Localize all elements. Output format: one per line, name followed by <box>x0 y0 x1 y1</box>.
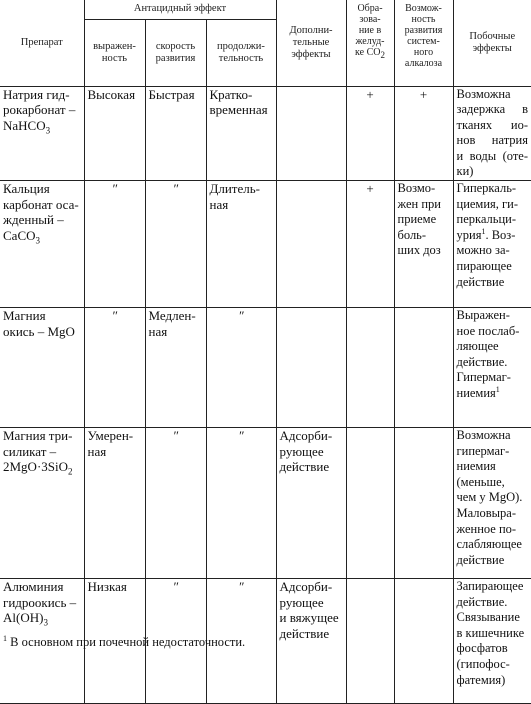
table-row <box>0 86 531 181</box>
header-co2-formation: Обра- зова- ние в желуд- ке CO2 <box>346 0 394 86</box>
alkalosis-cell <box>394 428 453 579</box>
header-speed: скорость развития <box>145 19 206 86</box>
alkalosis-cell <box>394 579 453 704</box>
speed-cell: Быстрая <box>145 86 206 181</box>
header-antacid-effect: Антацидный эффект <box>84 0 276 19</box>
footnote-text: В основном при почечной недостаточности. <box>7 635 246 649</box>
footnote-mark: 1 <box>3 633 7 643</box>
additional-cell <box>276 308 346 428</box>
duration-cell: Кратко- временная <box>206 86 276 181</box>
header-side-effects: Побочные эффекты <box>453 0 531 86</box>
table-row <box>0 428 531 579</box>
header-additional-effects: Дополни- тельные эффекты <box>276 0 346 86</box>
severity-cell: Умерен- ная <box>84 428 145 579</box>
additional-cell: Адсорби- рующее и вяжущее действие <box>276 579 346 704</box>
side-effects-cell: Гиперкаль- циемия, ги- перкальци- урия$^1$. Воз- можно за- пирающее действие <box>453 181 531 308</box>
severity-cell: ″ <box>84 181 145 308</box>
duration-cell: ″ <box>206 308 276 428</box>
alkalosis-cell: + <box>394 86 453 181</box>
footnote <box>3 635 245 649</box>
drug-cell: Алюминия гидроокись – $Al(OH)_3$ <box>0 579 84 704</box>
table-row <box>0 181 531 308</box>
co2-cell <box>346 428 394 579</box>
alkalosis-cell: Возмо- жен при приеме боль- ших доз <box>394 181 453 308</box>
co2-cell: + <box>346 86 394 181</box>
speed-cell: ″ <box>145 579 206 704</box>
severity-cell: ″ <box>84 308 145 428</box>
header-severity: выражен- ность <box>84 19 145 86</box>
speed-cell: ″ <box>145 181 206 308</box>
side-effects-cell: Запирающее действие. Связывание в кишечнике фосфатов (гипофос- фатемия) <box>453 579 531 704</box>
additional-cell: Адсорби- рующее действие <box>276 428 346 579</box>
drug-cell: Кальция карбонат оса- жденный – CaCO$_3$ <box>0 181 84 308</box>
co2-cell <box>346 308 394 428</box>
duration-cell: Длитель- ная <box>206 181 276 308</box>
header-drug: Препарат <box>0 0 84 86</box>
co2-cell: + <box>346 181 394 308</box>
duration-cell: ″ <box>206 579 276 704</box>
header-alkalosis: Возмож- ность развития систем- ного алкалоза <box>394 0 453 86</box>
drug-cell: Магния окись – MgO <box>0 308 84 428</box>
duration-cell: ″ <box>206 428 276 579</box>
additional-cell <box>276 181 346 308</box>
side-effects-cell: Выражен- ное послаб- ляющее действие. Гипермаг- ниемия$^1$ <box>453 308 531 428</box>
drug-cell: Натрия гид- рокарбонат – NaHCO$_3$ <box>0 86 84 181</box>
drug-cell: Магния три- силикат – 2MgO·3SiO$_2$ <box>0 428 84 579</box>
table-row <box>0 308 531 428</box>
severity-cell: Низкая <box>84 579 145 704</box>
header-duration: продолжи- тельность <box>206 19 276 86</box>
co2-cell <box>346 579 394 704</box>
speed-cell: Медлен- ная <box>145 308 206 428</box>
side-effects-cell: Возможна гипермаг- ниемия (меньше, чем у MgO). Маловыра- женное по- слабляющее действие <box>453 428 531 579</box>
side-effects-cell: Возможна задержка в тканях ио- нов натрия и воды (оте- ки) <box>453 86 531 181</box>
severity-cell: Высокая <box>84 86 145 181</box>
speed-cell: ″ <box>145 428 206 579</box>
alkalosis-cell <box>394 308 453 428</box>
additional-cell <box>276 86 346 181</box>
